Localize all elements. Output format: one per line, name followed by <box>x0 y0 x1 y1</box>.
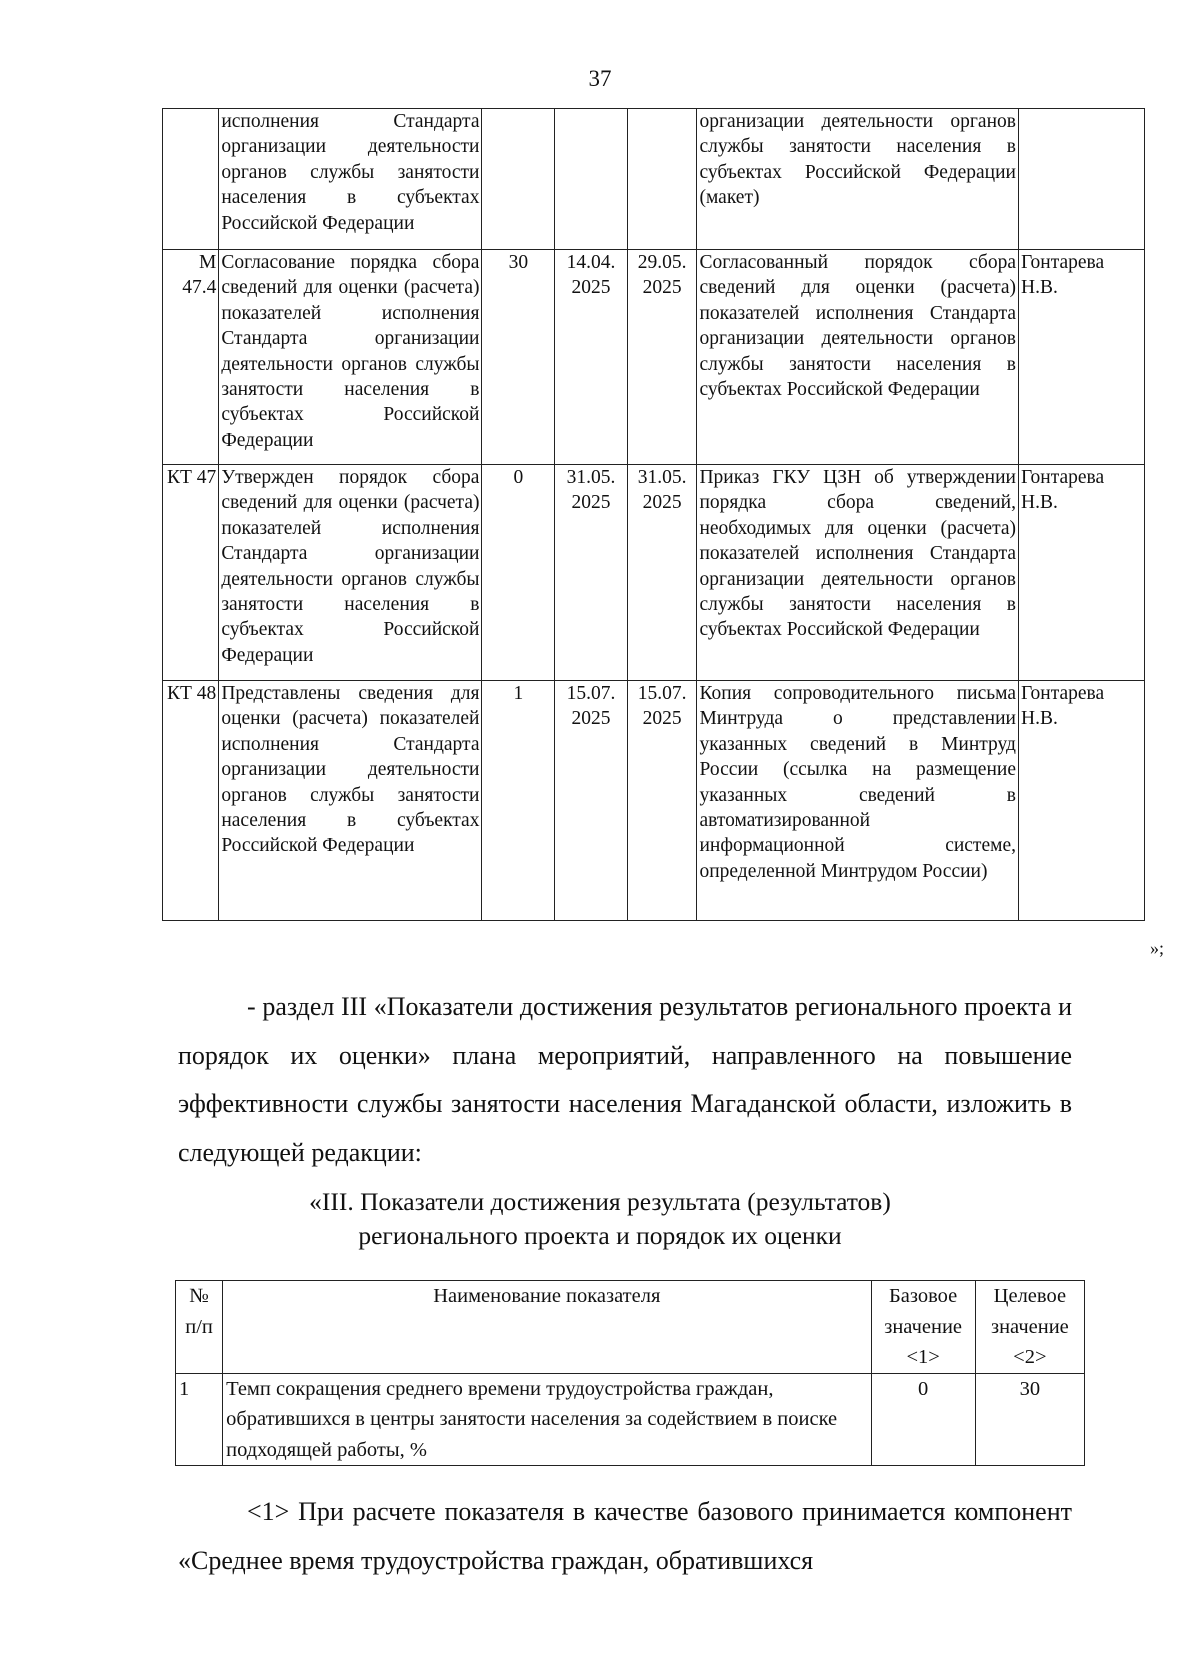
header-number: № п/п <box>176 1281 223 1374</box>
responsible-person <box>1018 109 1144 250</box>
indicator-name: Темп сокращения среднего времени трудоустройства граждан, обратившихся в центры занятости населения за содействием в поиске подходящей работы, % <box>223 1373 871 1466</box>
table-row <box>163 681 1145 921</box>
amendment-paragraph: - раздел III «Показатели достижения результатов регионального проекта и порядок их оценки» плана мероприятий, направленного на повышение эффективности службы занятости населения Магаданской области, изложить в следующей редакции: <box>178 992 1072 1167</box>
start-date: 31.05. 2025 <box>555 465 628 681</box>
responsible-person: Гонтарева Н.В. <box>1018 250 1144 465</box>
event-result: Приказ ГКУ ЦЗН об утверждении порядка сбора сведений, необходимых для оценки (расчета) показателей исполнения Стандарта организации деятельности органов службы занятости населения в субъектах Российской Федерации <box>697 465 1019 681</box>
table-row <box>163 465 1145 681</box>
section-heading <box>0 1185 1200 1253</box>
row-number: КТ 47 <box>163 465 219 681</box>
section-heading-line-1: «III. Показатели достижения результата (результатов) <box>309 1187 891 1216</box>
responsible-person: Гонтарева Н.В. <box>1018 681 1144 921</box>
event-name: Утвержден порядок сбора сведений для оценки (расчета) показателей исполнения Стандарта организации деятельности органов службы занятости населения в субъектах Российской Федерации <box>219 465 482 681</box>
closing-quote-mark: »; <box>1150 938 1165 958</box>
indicator-target-value: 30 <box>975 1373 1084 1466</box>
table-row <box>163 109 1145 250</box>
event-value: 0 <box>482 465 555 681</box>
event-result: организации деятельности органов службы занятости населения в субъектах Российской Федерации (макет) <box>697 109 1019 250</box>
event-value: 30 <box>482 250 555 465</box>
start-date: 15.07. 2025 <box>555 681 628 921</box>
start-date: 14.04. 2025 <box>555 250 628 465</box>
section-heading-line-2: регионального проекта и порядок их оценки <box>358 1221 842 1250</box>
table-header-row <box>176 1281 1085 1374</box>
responsible-person: Гонтарева Н.В. <box>1018 465 1144 681</box>
start-date <box>555 109 628 250</box>
event-name: Представлены сведения для оценки (расчета) показателей исполнения Стандарта организации деятельности органов службы занятости населения в субъектах Российской Федерации <box>219 681 482 921</box>
event-result: Копия сопроводительного письма Минтруда о представлении указанных сведений в Минтруд России (ссылка на размещение указанных сведений в автоматизированной информационной системе, определенной Минтрудом России) <box>697 681 1019 921</box>
header-target-value: Целевое значение <2> <box>975 1281 1084 1374</box>
event-value: 1 <box>482 681 555 921</box>
event-name: Согласование порядка сбора сведений для оценки (расчета) показателей исполнения Стандарта организации деятельности органов службы занятости населения в субъектах Российской Федерации <box>219 250 482 465</box>
event-name: исполнения Стандарта организации деятельности органов службы занятости населения в субъектах Российской Федерации <box>219 109 482 250</box>
event-result: Согласованный порядок сбора сведений для оценки (расчета) показателей исполнения Стандарта организации деятельности органов службы занятости населения в субъектах Российской Федерации <box>697 250 1019 465</box>
table-row <box>163 250 1145 465</box>
row-number: М 47.4 <box>163 250 219 465</box>
event-value <box>482 109 555 250</box>
indicator-base-value: 0 <box>871 1373 975 1466</box>
end-date: 31.05. 2025 <box>627 465 697 681</box>
header-base-value: Базовое значение <1> <box>871 1281 975 1374</box>
plan-table <box>162 108 1145 921</box>
header-indicator-name: Наименование показателя <box>223 1281 871 1374</box>
end-date: 29.05. 2025 <box>627 250 697 465</box>
indicator-table <box>175 1280 1085 1466</box>
end-date: 15.07. 2025 <box>627 681 697 921</box>
footnote-paragraph: <1> При расчете показателя в качестве базового принимается компонент «Среднее время трудоустройства граждан, обратившихся <box>178 1497 1072 1575</box>
page-number: 37 <box>588 66 612 91</box>
row-number <box>163 109 219 250</box>
row-number: КТ 48 <box>163 681 219 921</box>
table-row <box>176 1373 1085 1466</box>
indicator-number: 1 <box>176 1373 223 1466</box>
end-date <box>627 109 697 250</box>
